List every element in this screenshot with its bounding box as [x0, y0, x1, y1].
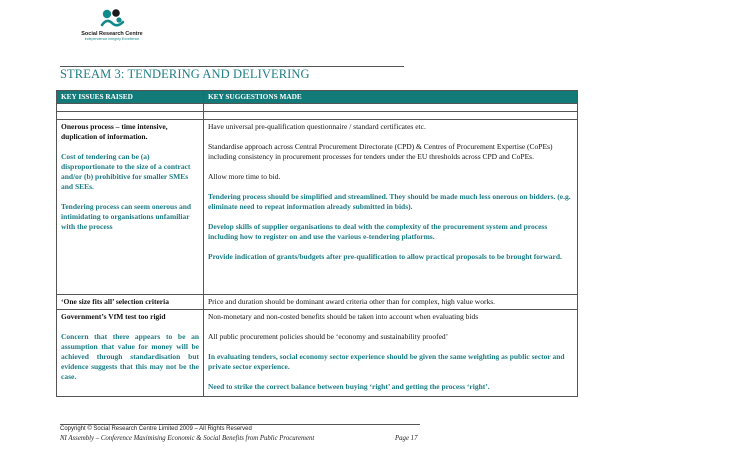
suggestion-text: Standardise approach across Central Procurement Directorate (CPD) & Centres of Procurement Expertise (CoPEs) including consistency in procurement processes for tenders under the EU thresholds across CPD and CoPEs.: [208, 142, 553, 161]
logo-tagline: independence integrity Excellence: [84, 37, 140, 41]
spacer-cell: [204, 104, 578, 112]
suggestions-cell: [204, 120, 578, 295]
issue-text: Concern that there appears to be an assumption that value for money will be achieved through standardisation but evidence suggests that this may not be the case.: [61, 332, 199, 381]
issues-cell: [57, 120, 204, 295]
column-header-suggestions: KEY SUGGESTIONS MADE: [204, 91, 578, 104]
spacer-cell: [57, 112, 204, 120]
table-header-row: [57, 91, 578, 104]
issue-text: Onerous process – time intensive, duplication of information.: [61, 122, 168, 141]
table-row: [57, 310, 578, 397]
issue-text: Cost of tendering can be (a) disproportionate to the size of a contract and/or (b) prohibitive for smaller SMEs and SEEs.: [61, 152, 191, 191]
suggestion-text: Develop skills of supplier organisations to deal with the complexity of the procurement system and process including how to register on and use the various e-tendering platforms.: [208, 222, 548, 241]
suggestion-text: Need to strike the correct balance between buying ‘right’ and getting the process ‘right’.: [208, 382, 490, 391]
table-row: [57, 120, 578, 295]
suggestion-text: Tendering process should be simplified and streamlined. They should be made much less onerous on bidders. (e.g. eliminate need to repeat information already submitted in bids).: [208, 192, 571, 211]
suggestion-text: In evaluating tenders, social economy sector experience should be given the same weighting as public sector and private sector experience.: [208, 352, 565, 371]
conference-title: NI Assembly – Conference Maximising Economic & Social Benefits from Public Procurement: [60, 435, 315, 442]
suggestion-text: Have universal pre-qualification questionnaire / standard certificates etc.: [208, 122, 426, 131]
stream-title: STREAM 3: TENDERING AND DELIVERING: [60, 67, 310, 81]
issues-cell: [57, 295, 204, 310]
issue-text: Tendering process can seem onerous and intimidating to organisations unfamiliar with the process: [61, 202, 192, 231]
logo: [78, 8, 146, 41]
column-header-issues: KEY ISSUES RAISED: [57, 91, 204, 104]
page-number: Page 17: [395, 435, 418, 442]
suggestions-table: [56, 90, 578, 397]
suggestion-text: All public procurement policies should be ‘economy and sustainability proofed’: [208, 332, 449, 341]
suggestion-text: Non-monetary and non-costed benefits should be taken into account when evaluating bids: [208, 312, 479, 321]
suggestions-cell: [204, 310, 578, 397]
spacer-row: [57, 112, 578, 120]
social-research-centre-logo-icon: [97, 8, 127, 30]
logo-name: Social Research Centre: [81, 31, 143, 37]
spacer-cell: [57, 104, 204, 112]
suggestion-text: Allow more time to bid.: [208, 172, 281, 181]
copyright-notice: Copyright © Social Research Centre Limited 2009 – All Rights Reserved: [60, 426, 252, 432]
issues-cell: [57, 310, 204, 397]
spacer-cell: [204, 112, 578, 120]
issue-text: ‘One size fits all’ selection criteria: [61, 297, 169, 306]
footer-divider: [60, 424, 420, 425]
issue-text: Government’s VfM test too rigid: [61, 312, 166, 321]
spacer-row: [57, 104, 578, 112]
suggestion-text: Price and duration should be dominant award criteria other than for complex, high value works.: [208, 297, 495, 306]
suggestion-text: Provide indication of grants/budgets after pre-qualification to allow practical proposals to be brought forward.: [208, 252, 562, 261]
table-row: [57, 295, 578, 310]
suggestions-cell: [204, 295, 578, 310]
